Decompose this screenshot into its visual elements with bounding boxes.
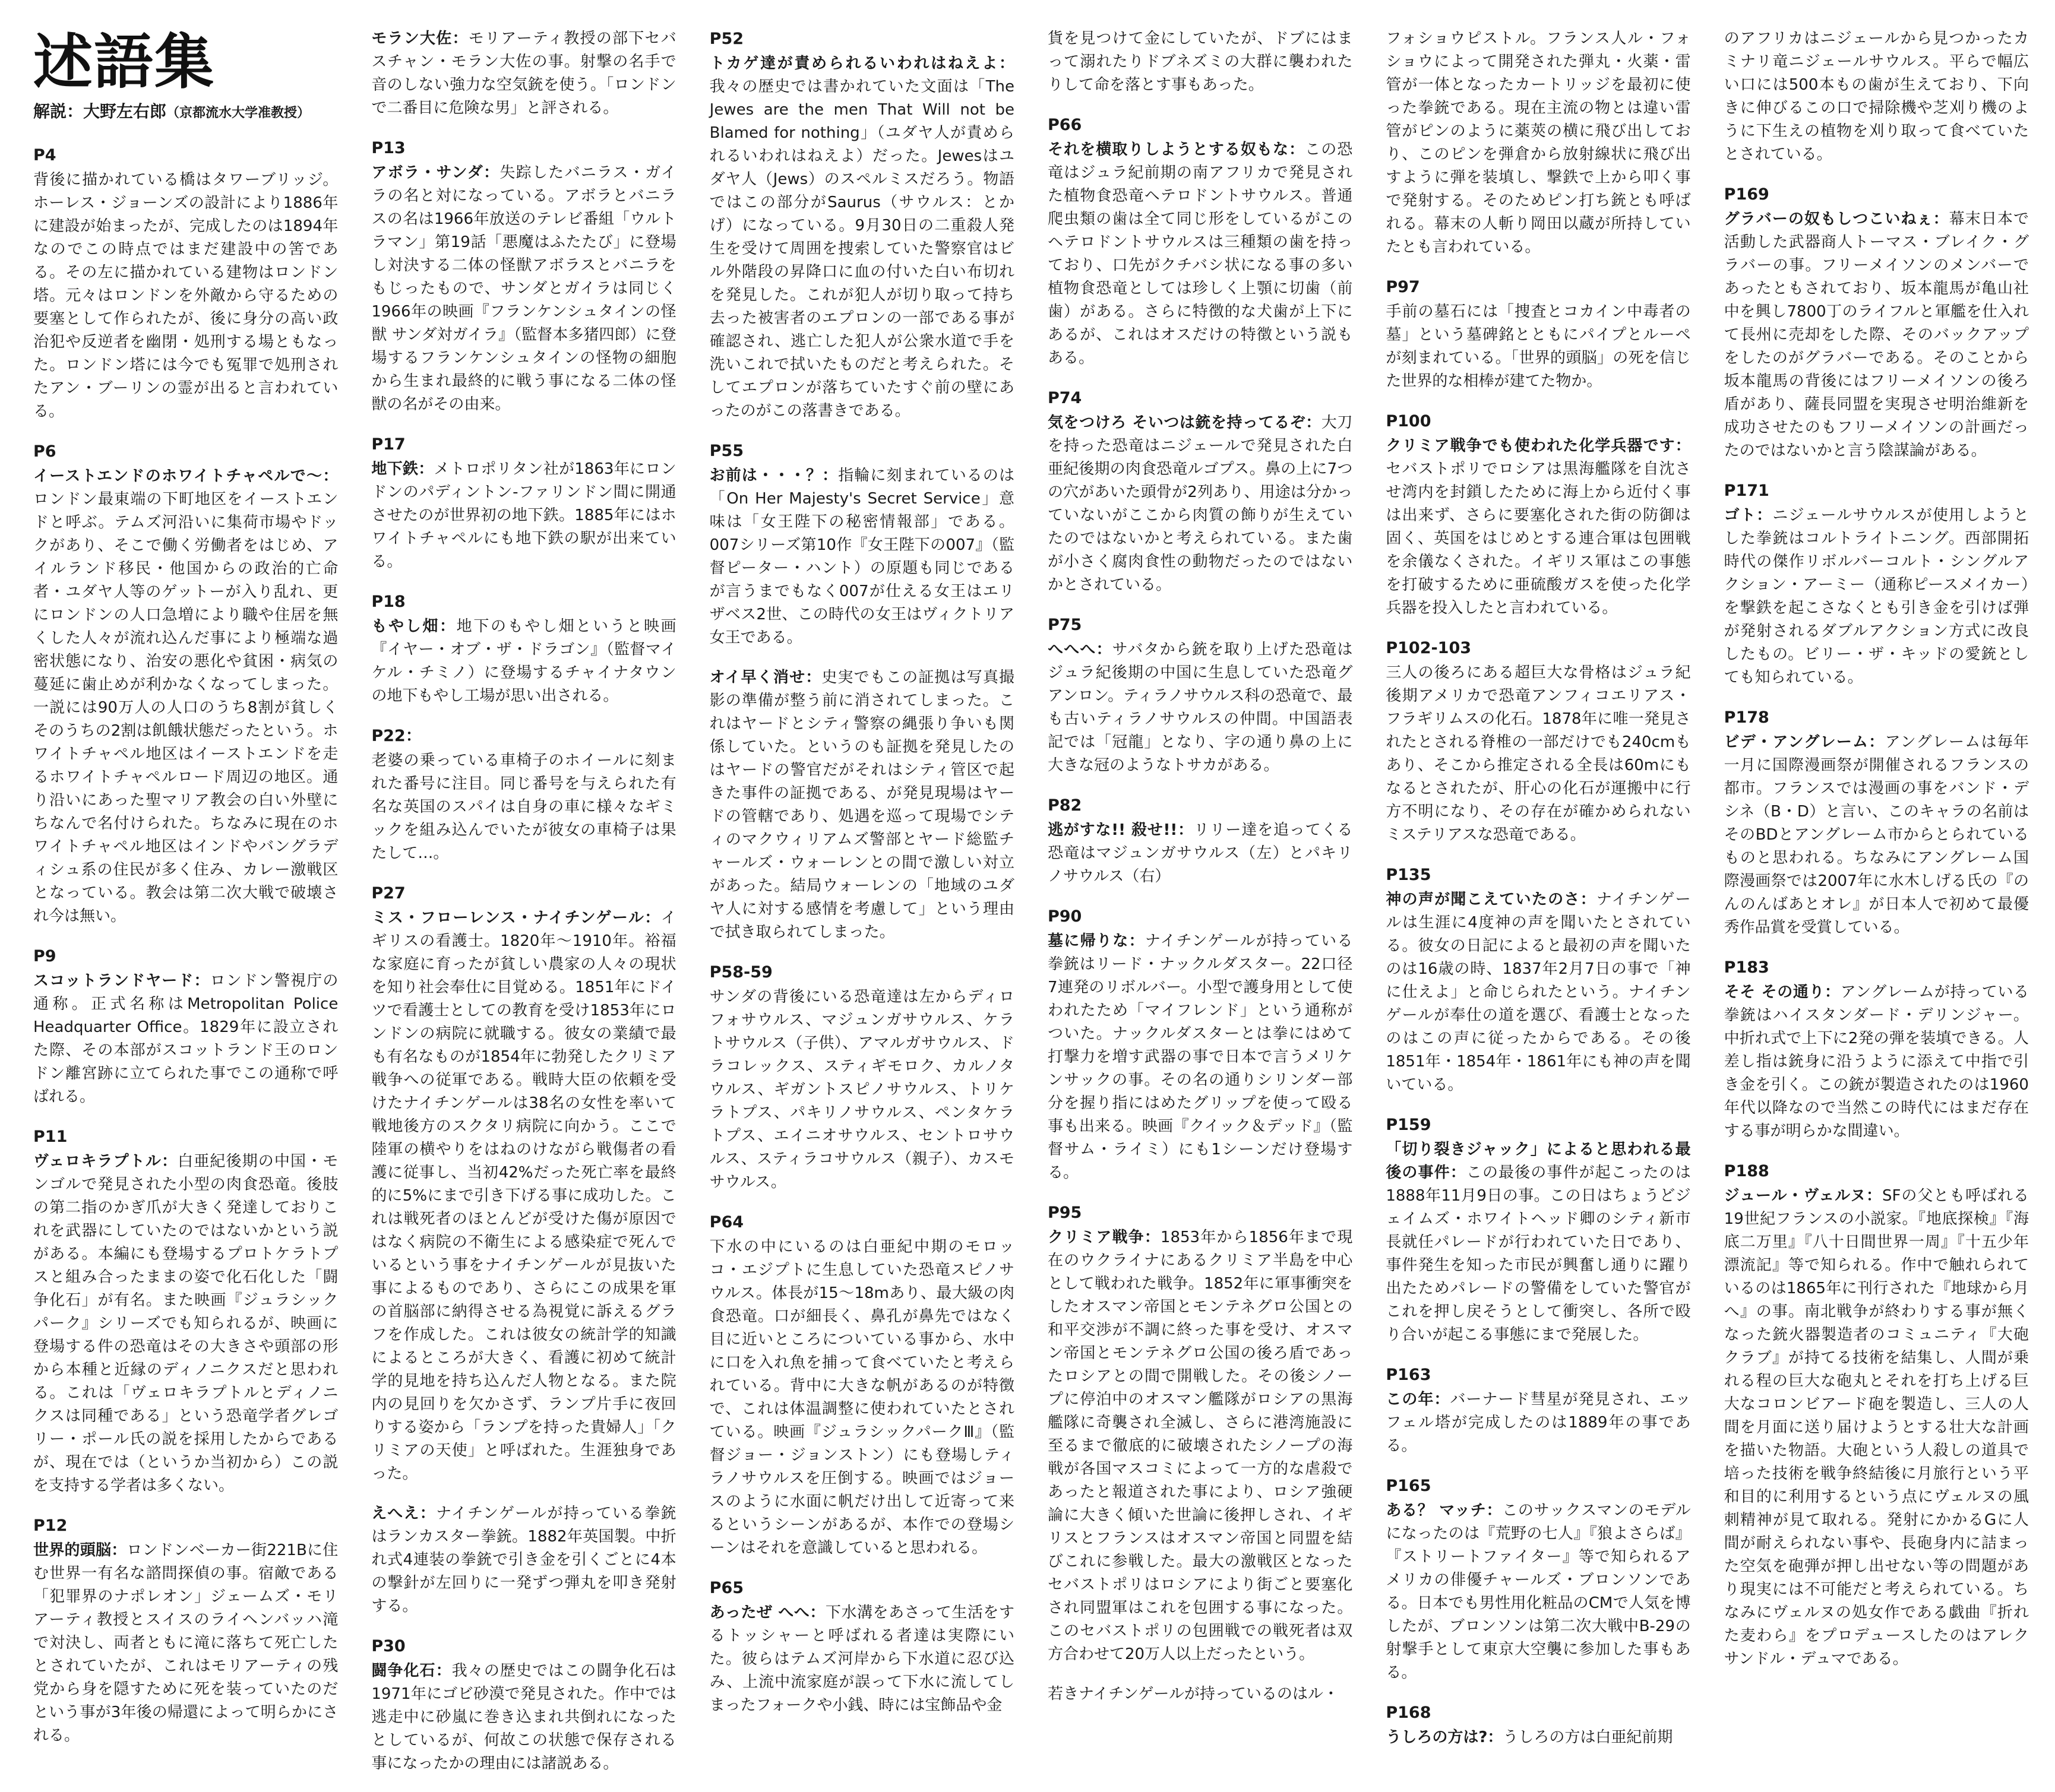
- glossary-entry: [1048, 387, 1352, 597]
- page-reference: P9: [33, 947, 56, 965]
- glossary-entry: [1048, 1201, 1352, 1666]
- page-reference: P90: [1047, 907, 1082, 926]
- entry-description: 下水溝をあさって生活をするトッシャーと呼ばれる者達は実際にいた。彼らはテムズ河岸から下水道に忍び込み、上流中流家庭が誤って下水に流してしまったフォークや小銭、時には宝飾品や金: [709, 1604, 1014, 1714]
- byline: [33, 100, 342, 125]
- entry-body: [33, 1539, 338, 1747]
- glossary-entry: [371, 882, 676, 1486]
- glossary-entry: [1386, 276, 1690, 393]
- entry-body: [1724, 27, 2029, 166]
- entry-term: うしろの方は?：: [1386, 1728, 1503, 1746]
- glossary-entry: [1386, 27, 1690, 259]
- entry-term: トカゲ達が責められるいわれはねえよ：: [709, 55, 1014, 72]
- entry-description: ロンドン最東端の下町地区をイーストエンドと呼ぶ。テムズ河沿いに集荷市場やドックがあり、そこで働く労働者をはじめ、アイルランド移民・他国からの政治的亡命者・ユダヤ人等のゲットーが入り乱れ、更にロンドンの人口急増により職や住居を無くした人々が流れ込んだ事により極端な過密状態になり、治安の悪化や貧困・病気の蔓延に歯止めが利かなくなってしまった。一説には90万人の人口のうち8割が貧しくそのうちの2割は飢餓状態だったという。ホワイトチャペル地区はイーストエンドを走るホワイトチャペルロード周辺の地区。通り沿いにあった聖マリア教会の白い外壁にちなんで名付けられた。ちなみに現在のホワイトチャペル地区はインドやバングラディシュ系の住民が多く住み、カレー激戦区となっている。教会は第二次大戦で破壊され今は無い。: [33, 490, 339, 925]
- entry-body: [1048, 1683, 1352, 1706]
- entry-term: えへえ：: [371, 1505, 437, 1522]
- entry-term: 気をつけろ そいつは銃を持ってるぞ：: [1047, 414, 1321, 432]
- entry-description: アングレームは毎年一月に国際漫画祭が開催されるフランスの都市。フランスでは漫画の事をバンド・デシネ（B・D）と言い、このキャラの名前はそのBDとアングレーム市からとられているものと思われる。ちなみにアングレーム国際漫画祭では2007年に水木しげる氏の『のんのんばあとオレ』が日本人で初めて最優秀作品賞を受賞している。: [1724, 733, 2029, 936]
- glossary-entry: [710, 1211, 1014, 1560]
- entry-body: [710, 1601, 1014, 1717]
- author-credit: 解説：大野左右郎: [33, 102, 167, 121]
- entry-description: 白亜紀後期の中国・モンゴルで発見された小型の肉食恐竜。後肢の第二指のかぎ爪が大きく発達しておりこれを武器にしていたのではないかという説がある。本編にも登場するプロトケラトプスと組み合ったままの姿で化石化した「闘争化石」が有名。また映画『ジュラシックパーク』シリーズでも知られるが、映画に登場する件の恐竜はその大きさや頭部の形から本種と近縁のディノニクスだと思われる。これは「ヴェロキラプトルとディノニクスは同種である」という恐竜学者グレゴリー・ポール氏の説を採用したからであるが、現在では（というか当初から）この説を支持する学者は多くない。: [33, 1153, 339, 1495]
- page-reference: P159: [1386, 1116, 1431, 1134]
- page-reference: P169: [1724, 185, 1769, 204]
- entry-term: 神の声が聞こえていたのさ：: [1386, 891, 1596, 908]
- entry-term: 「切り裂きジャック」によると思われる最後の事件：: [1386, 1141, 1691, 1182]
- entry-body: [1724, 208, 2029, 463]
- glossary-entry: [371, 590, 676, 708]
- glossary-entry: [1048, 113, 1352, 370]
- page-reference: P6: [33, 442, 56, 461]
- entry-term: そそ その通り：: [1724, 983, 1841, 1001]
- glossary-entry: [1724, 183, 2029, 463]
- entry-term: クリミア戦争でも使われた化学兵器です：: [1386, 437, 1691, 455]
- entry-body: [371, 615, 676, 708]
- entry-description: 手前の墓石には「捜査とコカイン中毒者の墓」という墓碑銘とともにパイプとルーペが刻まれている。「世界的頭脳」の死を信じた世界的な相棒が建てた物か。: [1386, 303, 1691, 390]
- entry-term: オイ早く消せ：: [709, 669, 822, 686]
- entry-description: 指輪に刻まれているのは「On Her Majesty's Secret Service」意味は「女王陛下の秘密情報部」である。007シリーズ第10作『女王陛下の007』（監督ピーター・ハント）の原題も同じであるが言うまでもなく007が仕える女王はエリザベス2世、この時代の女王はヴィクトリア女王である。: [709, 467, 1014, 647]
- text-column-3: [710, 27, 1014, 1792]
- glossary-entry: [33, 144, 338, 423]
- entry-description: メトロポリタン社が1863年にロンドンのパディントン-ファリンドン間に開通させたのが世界初の地下鉄。1885年にはホワイトチャペルにも地下鉄の駅が出来ている。: [371, 460, 676, 571]
- glossary-entry: [33, 1125, 338, 1497]
- glossary-entry: [1724, 956, 2029, 1143]
- glossary-entry: [710, 439, 1014, 650]
- glossary-entry: [1048, 613, 1352, 777]
- entry-body: [33, 465, 338, 928]
- entry-description: 下水の中にいるのは白亜紀中期のモロッコ・エジプトに生息していた恐竜スピノサウルス。体長が15〜18mあり、最大級の肉食恐竜。口が細長く、鼻孔が鼻先ではなく目に近いところについている事から、水中に口を入れ魚を捕って食べていたと考えられている。背中に大きな帆があるのが特徴で、これは体温調整に使われていたとされている。映画『ジュラシックパークⅢ』（監督ジョー・ジョンストン）にも登場しティラノサウルスを圧倒する。映画ではジョースのように水面に帆だけ出して近寄って来るというシーンがあるが、本作での登場シーンはそれを意識していると思われる。: [709, 1238, 1014, 1557]
- entry-body: [371, 1660, 676, 1775]
- entry-description: 大刀を持った恐竜はニジェールで発見された白亜紀後期の肉食恐竜ルゴプス。鼻の上に7つの穴があいた頭骨が2列あり、用途は分かっていないがここから肉質の飾りが生えていたのではないかと考えられている。また歯が小さく腐肉食性の動物だったのではないかとされている。: [1047, 414, 1353, 594]
- entry-description: モリアーティ教授の部下セバスチャン・モラン大佐の事。射撃の名手で音のしない強力な空気銃を使う。「ロンドンで二番目に危険な男」と評される。: [371, 30, 676, 117]
- entry-description: フォショウピストル。フランス人ル・フォショウによって開発された弾丸・火薬・雷管が一体となったカートリッジを最初に使った拳銃である。現在主流の物とは違い雷管がピンのように薬莢の横に飛び出しており、このピンを弾倉から放射線状に飛び出すように弾を装填し、撃鉄で上から叩く事で発射する。そのためピン打ち銃とも呼ばれる。幕末の人斬り岡田以蔵が所持していたとも言われている。: [1386, 30, 1691, 256]
- entry-body: [710, 666, 1014, 944]
- entry-body: [371, 907, 676, 1486]
- glossary-entry: [33, 945, 338, 1109]
- entry-description: 老婆の乗っている車椅子のホイールに刻まれた番号に注目。同じ番号を与えられた有名な英国のスパイは自身の車に様々なギミックを組み込んでいたが彼女の車椅子は果たして…。: [371, 752, 676, 862]
- glossary-entry: [1386, 863, 1690, 1097]
- glossary-entry: [1048, 905, 1352, 1185]
- entry-description: 史実でもこの証拠は写真撮影の準備が整う前に消されてしまった。これはヤードとシティ警察の縄張り争いも関係していた。というのも証拠を発見したのはヤードの警官だがそれはシティ管区で起きた事件の証拠である、が発見現場はヤードの管轄であり、処遇を巡って現場でシティのマクウィリアムズ警部とヤード総監チャールズ・ウォーレンとの間で激しい対立があった。結局ウォーレンの「地域のユダヤ人に対する感情を考慮して」という理由で拭き取られてしまった。: [709, 669, 1014, 941]
- entry-body: [1386, 1388, 1690, 1458]
- glossary-entry: [371, 1502, 676, 1618]
- entry-description: 我々の歴史ではこの闘争化石は1971年にゴビ砂漠で発見された。作中では逃走中に砂嵐に巻き込まれ共倒れになったとしているが、何故この状態で保存される事になったかの理由には諸説ある。: [371, 1662, 676, 1772]
- page-reference: P18: [371, 593, 406, 611]
- entry-description: イギリスの看護士。1820年〜1910年。裕福な家庭に育ったが貧しい農家の人々の現状を知り社会奉仕に目覚める。1851年にドイツで看護士としての教育を受け1853年にロンドンの病院に就職する。彼女の業績で最も有名なものが1854年に勃発したクリミア戦争への従軍である。戦時大臣の依頼を受けたナイチンゲールは38名の女性を率いて戦地後方のスクタリ病院に向かう。ここで陸軍の横やりをはねのけながら戦傷者の看護に従事し、当初42%だった死亡率を最終的に5%にまで引き下げる事に成功した。これは戦死者のほとんどが受けた傷が原因ではなく病院の不衛生による感染症で死んでいるという事をナイチンゲールが見抜いた事によるものであり、さらにこの成果を軍の首脳部に納得させる為視覚に訴えるグラフを作成した。これは彼女の統計学的知識によるところが大きく、看護に初めて統計学的見地を持ち込んだ人物となる。また院内の見回りを欠かさず、ランプ片手に夜回りする姿から「ランプを持った貴婦人」「クリミアの天使」と呼ばれた。生涯独身であった。: [371, 909, 676, 1483]
- entry-description: このサックスマンのモデルになったのは『荒野の七人』『狼よさらば』『ストリートファイター』等で知られるアメリカの俳優チャールズ・ブロンソンである。日本でも男性用化粧品のCMで人気を博したが、ブロンソンは第二次大戦中B-29の射撃手として東京大空襲に参加した事もある。: [1386, 1502, 1691, 1682]
- text-column-1: [33, 27, 338, 1792]
- entry-description: セバストポリでロシアは黒海艦隊を自沈させ湾内を封鎖したために海上から近付く事は出来ず、さらに要塞化された街の防御は固く、英国をはじめとする連合軍は包囲戦を余儀なくされた。イギリス軍はこの事態を打破するために亜硫酸ガスを使った化学兵器を投入したと言われている。: [1386, 460, 1691, 617]
- entry-term: お前は・・・？：: [709, 467, 839, 485]
- entry-term: 墓に帰りな：: [1047, 932, 1145, 950]
- glossary-entry: [371, 27, 676, 120]
- page-reference: P163: [1386, 1366, 1431, 1384]
- glossary-entry: [371, 1635, 676, 1775]
- page-reference: P17: [371, 435, 406, 454]
- entry-term: イーストエンドのホワイトチャペルで〜：: [33, 467, 339, 485]
- glossary-entry: [1386, 410, 1690, 620]
- page-reference: P66: [1047, 116, 1082, 134]
- entry-description: ナイチンゲールが持っている拳銃はランカスター拳銃。1882年英国製。中折れ式4連装の拳銃で引き金を引くごとに4本の撃針が左回りに一発ずつ弾丸を叩き発射する。: [371, 1505, 676, 1615]
- entry-term: 闘争化石：: [371, 1662, 452, 1680]
- page-reference: P178: [1724, 708, 1769, 727]
- entry-body: [710, 464, 1014, 650]
- entry-term: ゴト：: [1724, 506, 1773, 524]
- page-reference: P27: [371, 884, 406, 903]
- text-column-5: [1386, 27, 1690, 1792]
- entry-body: [1386, 1499, 1690, 1685]
- glossary-entry: [710, 27, 1014, 423]
- page-reference: P30: [371, 1637, 406, 1655]
- entry-term: ミス・フローレンス・ナイチンゲール：: [371, 909, 661, 927]
- glossary-entry: [371, 137, 676, 416]
- page-reference: P168: [1386, 1704, 1431, 1722]
- entry-body: [33, 970, 338, 1109]
- glossary-columns: [33, 27, 2029, 1772]
- entry-body: [33, 169, 338, 423]
- glossary-entry: [1724, 479, 2029, 689]
- entry-body: [1386, 435, 1690, 620]
- page-reference: P165: [1386, 1477, 1431, 1495]
- entry-description: 三人の後ろにある超巨大な骨格はジュラ紀後期アメリカで恐竜アンフィコエリアス・フラギリムスの化石。1878年に唯一発見されたとされる脊椎の一部だけでも240cmもあり、そこから推定される全長は60mにもなるとされたが、肝心の化石が運搬中に行方不明になり、その存在が確かめられないミステリアスな恐竜である。: [1386, 664, 1691, 844]
- entry-body: [1048, 27, 1352, 97]
- page-reference: P4: [33, 146, 56, 164]
- entry-body: [1048, 930, 1352, 1185]
- entry-term: もやし畑：: [371, 618, 457, 635]
- entry-term: ある？ マッチ：: [1386, 1502, 1503, 1519]
- entry-term: 逃がすな!! 殺せ!!：: [1047, 821, 1194, 839]
- entry-description: SFの父とも呼ばれる19世紀フランスの小説家。『地底探検』『海底二万里』『八十日間世界一周』『十五少年漂流記』等で知られる。作中で触れられているのは1865年に刊行された『地球から月へ』の事。南北戦争が終わりする事が無くなった銃火器製造者のコミュニティ『大砲クラブ』が持てる技術を結集し、人間が乗れる程の巨大な砲丸とそれを打ち上げる巨大なコロンビアード砲を製造し、三人の人間を月面に送り届けようとする壮大な計画を描いた物語。大砲という人殺しの道具で培った技術を戦争終結後に月旅行という平和目的に利用するという点にヴェルヌの風刺精神が見て取れる。発射にかかるGに人間が耐えられない事や、長砲身内に詰まった空気を砲弾が押し出せない等の問題があり現実には不可能だと考えられている。ちなみにヴェルヌの処女作である戯曲『折れた麦わら』をプロデュースしたのはアレクサンドル・デュマである。: [1724, 1187, 2029, 1668]
- entry-body: [1386, 1138, 1690, 1347]
- entry-term: それを横取りしようとする奴もな：: [1047, 141, 1305, 159]
- entry-description: サンダの背後にいる恐竜達は左からディロフォサウルス、マジュンガサウルス、ケラトサウルス（子供）、アマルガサウルス、ドラコレックス、スティギモロク、カルノタウルス、ギガントスピノサウルス、トリケラトプス、パキリノサウルス、ペンタケラトプス、エイニオサウルス、セントロサウルス、スティラコサウルス（親子）、カスモサウルス。: [709, 988, 1014, 1191]
- page-title: 述語集: [33, 27, 215, 97]
- glossary-entry: [33, 440, 338, 928]
- page-reference: P171: [1724, 482, 1769, 500]
- entry-body: [1386, 661, 1690, 847]
- page-reference: P58-59: [709, 963, 773, 982]
- entry-term: クリミア戦争：: [1047, 1229, 1161, 1246]
- glossary-entry: [710, 666, 1014, 944]
- entry-description: ニジェールサウルスが使用しようとした拳銃はコルトライトニング。西部開拓時代の傑作リボルバーコルト・シングルアクション・アーミー（通称ピースメイカー）を撃鉄を起こさなくとも引き金を引けば弾が発射されるダブルアクション方式に改良したもの。ビリー・ザ・キッドの愛銃としても知られている。: [1724, 506, 2029, 686]
- text-column-4: [1048, 27, 1352, 1792]
- entry-description: 若きナイチンゲールが持っているのはル・: [1047, 1685, 1339, 1703]
- entry-description: 貨を見つけて金にしていたが、ドブにはまって溺れたりドブネズミの大群に襲われたりして命を落とす事もあった。: [1047, 30, 1353, 94]
- entry-description: ナイチンゲールは生涯に4度神の声を聞いたとされている。彼女の日記によると最初の声を聞いたのは16歳の時、1837年2月7日の事で「神に仕えよ」と命じられたという。ナイチンゲールが奉仕の道を選び、看護士となったのはこの声に従ったからである。その後1851年・1854年・1861年にも神の声を聞いている。: [1386, 891, 1691, 1094]
- glossary-entry: [1048, 1683, 1352, 1706]
- entry-body: [1724, 981, 2029, 1143]
- entry-description: この恐竜はジュラ紀前期の南アフリカで発見された植物食恐竜ヘテロドントサウルス。普通爬虫類の歯は全て同じ形をしているがこのヘテロドントサウルスは三種類の歯を持っており、口先がクチバシ状になる事の多い植物食恐竜としては珍しく上顎に切歯（前歯）がある。さらに特徴的な犬歯が上下にあるが、これはオスだけの特徴という説もある。: [1047, 141, 1353, 367]
- entry-description: うしろの方は白亜紀前期: [1503, 1728, 1673, 1746]
- entry-term: スコットランドヤード：: [33, 972, 210, 990]
- page-reference: P75: [1047, 616, 1082, 634]
- entry-description: ロンドン警視庁の通称。正式名称はMetropolitan Police Headquarter Office。1829年に設立された際、その本部がスコットランド王のロンドン離宮跡に立てられた事でこの通称で呼ばれる。: [33, 972, 339, 1106]
- entry-body: [1386, 888, 1690, 1097]
- entry-description: ロンドンベーカー街221Bに住む世界一有名な諮問探偵の事。宿敵である「犯罪界のナポレオン」ジェームズ・モリアーティ教授とスイスのライヘンバッハ滝で対決し、両者ともに滝に落ちて死亡したとされていたが、これはモリアーティの残党から身を隠すために死を装っていたのだという事が3年後の帰還によって明らかにされる。: [33, 1541, 339, 1744]
- glossary-entry: [1386, 1363, 1690, 1458]
- entry-body: [1724, 504, 2029, 689]
- page-reference: P22：: [371, 727, 422, 745]
- entry-body: [1386, 27, 1690, 259]
- page-reference: P64: [709, 1213, 744, 1231]
- text-column-2: [371, 27, 676, 1792]
- entry-term: モラン大佐：: [371, 30, 469, 48]
- glossary-entry: [1386, 1474, 1690, 1685]
- entry-body: [1048, 638, 1352, 777]
- entry-term: この年：: [1386, 1391, 1450, 1408]
- text-column-6: [1724, 27, 2029, 1792]
- entry-description: ナイチンゲールが持っている拳銃はリード・ナックルダスター。22口径7連発のリボルバー。小型で護身用として使われたため「マイフレンド」という通称がついた。ナックルダスターとは拳にはめて打撃力を増す武器の事で日本で言うメリケンサックの事。その名の通りシリンダー部分を握り指にはめたグリップを使って殴る事も出来る。映画『クイック＆デッド』（監督サム・ライミ）にも1シーンだけ登場する。: [1047, 932, 1353, 1182]
- entry-term: アボラ・サンダ：: [371, 164, 500, 182]
- masthead: [33, 27, 342, 125]
- page-reference: P52: [709, 30, 744, 48]
- entry-term: ビデ・アングレーム：: [1724, 733, 1885, 751]
- entry-description: 1853年から1856年まで現在のウクライナにあるクリミア半島を中心として戦われた戦争。1852年に軍事衝突をしたオスマン帝国とモンテネグロ公国との和平交渉が不調に終った事を受け、オスマン帝国とモンテネグロ公国の後ろ盾であったロシアとの間で開戦した。その後シノープに停泊中のオスマン艦隊がロシアの黒海艦隊に奇襲され全滅し、さらに港湾施設に至るまで徹底的に破壊されたシノープの海戦が各国マスコミによって一方的な虐殺であったと報道された事により、ロシア強硬論に大きく傾いた世論に後押しされ、イギリスとフランスはオスマン帝国と同盟を結びこれに参戦した。最大の激戦区となったセバストポリはロシアにより街ごと要塞化され同盟軍はこれを包囲する事になった。このセバストポリの包囲戦での戦死者は双方合わせて20万人以上だったという。: [1047, 1229, 1353, 1663]
- glossary-entry: [33, 1514, 338, 1747]
- entry-term: 地下鉄：: [371, 460, 434, 478]
- page-reference: P11: [33, 1128, 68, 1146]
- entry-description: 我々の歴史では書かれていた文面は「The Jewes are the men That Will not be Blamed for nothing」（ユダヤ人が責められるいわれはねえよ）だった。Jewesはユダヤ人（Jews）のスペルミスだろう。物語ではこの部分がSaurus（サウルス：とかげ）になっている。9月30日の二重殺人発生を受けて周囲を捜索していた警察官はビル外階段の昇降口に血の付いた白い布切れを発見した。これが犯人が切り取って持ち去った被害者のエプロンの一部である事が確認され、逃亡した犯人が公衆水道で手を洗いこれで拭いたものだと考えられた。そしてエプロンが落ちていたすぐ前の壁にあったのがこの落書きである。: [709, 78, 1014, 420]
- entry-body: [371, 1502, 676, 1618]
- page-reference: P82: [1047, 796, 1082, 815]
- entry-body: [1386, 300, 1690, 393]
- page-reference: P65: [709, 1579, 744, 1597]
- entry-body: [1048, 411, 1352, 597]
- entry-body: [33, 1150, 338, 1497]
- entry-description: のアフリカはニジェールから見つかったカミナリ竜ニジェールサウルス。平らで幅広い口には500本もの歯が生えており、下向きに伸びるこの口で掃除機や芝刈り機のように下生えの植物を刈り取って食べていたとされている。: [1724, 30, 2029, 163]
- page-reference: P55: [709, 442, 744, 460]
- glossary-entry: [1724, 706, 2029, 939]
- page-reference: P13: [371, 139, 406, 157]
- entry-description: 地下のもやし畑というと映画『イヤー・オブ・ザ・ドラゴン』（監督マイケル・チミノ）に登場するチャイナタウンの地下もやし工場が思い出される。: [371, 618, 676, 705]
- entry-body: [371, 749, 676, 865]
- glossary-entry: [371, 433, 676, 574]
- page-reference: P135: [1386, 866, 1431, 884]
- entry-description: バーナード彗星が発見され、エッフェル塔が完成したのは1889年の事である。: [1386, 1391, 1691, 1455]
- entry-term: へへへ：: [1047, 641, 1112, 658]
- entry-body: [710, 52, 1014, 423]
- page-reference: P95: [1047, 1204, 1082, 1222]
- page-reference: P12: [33, 1516, 68, 1535]
- entry-body: [1048, 138, 1352, 370]
- entry-term: ジュール・ヴェルヌ：: [1724, 1187, 1882, 1205]
- entry-term: グラバーの奴もしつこいねぇ：: [1724, 210, 1949, 228]
- glossary-entry: [710, 1576, 1014, 1717]
- glossary-entry: [1386, 1701, 1690, 1749]
- page-reference: P100: [1386, 412, 1431, 430]
- entry-description: リリー達を追ってくる恐竜はマジュンガサウルス（左）とパキリノサウルス（右）: [1047, 821, 1353, 885]
- page-reference: P74: [1047, 389, 1082, 407]
- entry-description: この最後の事件が起こったのは1888年11月9日の事。この日はちょうどジェイムズ・ホワイトヘッド卿のシティ新市長就任パレードが行われていた日であり、事件発生を知った市民が興奮し通りに躍り出たためパレードの警備をしていた警官がこれを押し戻そうとして衝突し、各所で殴り合いが起こる事態にまで発展した。: [1386, 1164, 1691, 1344]
- entry-description: 背後に描かれている橋はタワーブリッジ。ホーレス・ジョーンズの設計により1886年に建設が始まったが、完成したのは1894年なのでこの時点ではまだ建設中の筈である。その左に描かれている建物はロンドン塔。元々はロンドンを外敵から守るための要塞として作られたが、後に身分の高い政治犯や反逆者を幽閉・処刑する場ともなった。ロンドン塔には今でも冤罪で処刑されたアン・ブーリンの霊が出ると言われている。: [33, 171, 339, 420]
- entry-body: [1048, 1226, 1352, 1666]
- glossary-entry: [710, 961, 1014, 1194]
- entry-body: [1724, 1185, 2029, 1671]
- entry-description: 幕末日本で活動した武器商人トーマス・ブレイク・グラバーの事。フリーメイソンのメンバーであったともされており、坂本龍馬が亀山社中を興し7800丁のライフルと軍艦を仕入れて長州に売却をした際、そのバックアップをしたのがグラバーである。そのことから坂本龍馬の背後にはフリーメイソンの後ろ盾があり、薩長同盟を実現させ明治維新を成功させたのもフリーメイソンの計画だったのではないかと言う陰謀論がある。: [1724, 210, 2029, 460]
- entry-body: [1386, 1726, 1690, 1749]
- entry-term: ヴェロキラプトル：: [33, 1153, 178, 1170]
- entry-body: [1048, 819, 1352, 888]
- glossary-entry: [1048, 794, 1352, 888]
- entry-body: [710, 986, 1014, 1194]
- entry-description: アングレームが持っている拳銃はハイスタンダード・デリンジャー。中折れ式で上下に2発の弾を装填できる。人差し指は銃身に沿うように添えて中指で引き金を引く。この銃が製造されたのは1960年代以降なので当然この時代にはまだ存在する事が明らかな間違い。: [1724, 983, 2029, 1140]
- entry-description: サバタから銃を取り上げた恐竜はジュラ紀後期の中国に生息していた恐竜グアンロン。ティラノサウルス科の恐竜で、最も古いティラノサウルスの仲間。中国語表記では「冠龍」となり、字の通り鼻の上に大きな冠のようなトサカがある。: [1047, 641, 1353, 774]
- glossary-entry: [371, 724, 676, 865]
- page-reference: P97: [1386, 278, 1420, 296]
- entry-body: [710, 1236, 1014, 1560]
- entry-description: 失踪したバニラス・ガイラの名と対になっている。アボラとバニラスの名は1966年放送のテレビ番組「ウルトラマン」第19話「悪魔はふたたび」に登場し対決する二体の怪獣アボラスとバニラをもじったもので、サンダとガイラは同じく1966年の映画『フランケンシュタインの怪獣 サンダ対ガイラ』（監督本多猪四郎）に登場するフランケンシュタインの怪物の細胞から生まれ最終的に戦う事になる二体の怪獣の名がその由来。: [371, 164, 676, 413]
- glossary-entry: [1048, 27, 1352, 97]
- entry-term: あったぜ へへ：: [709, 1604, 826, 1622]
- author-affiliation: （京都流水大学准教授）: [166, 106, 311, 121]
- page-reference: P188: [1724, 1162, 1769, 1180]
- entry-term: 世界的頭脳：: [33, 1541, 127, 1559]
- page-reference: P102-103: [1386, 639, 1472, 657]
- entry-body: [1724, 731, 2029, 939]
- glossary-entry: [1386, 1113, 1690, 1347]
- entry-body: [371, 162, 676, 416]
- glossary-entry: [1724, 1160, 2029, 1671]
- entry-body: [371, 458, 676, 574]
- entry-body: [371, 27, 676, 120]
- glossary-entry: [1724, 27, 2029, 166]
- glossary-entry: [1386, 637, 1690, 847]
- page-reference: P183: [1724, 958, 1769, 977]
